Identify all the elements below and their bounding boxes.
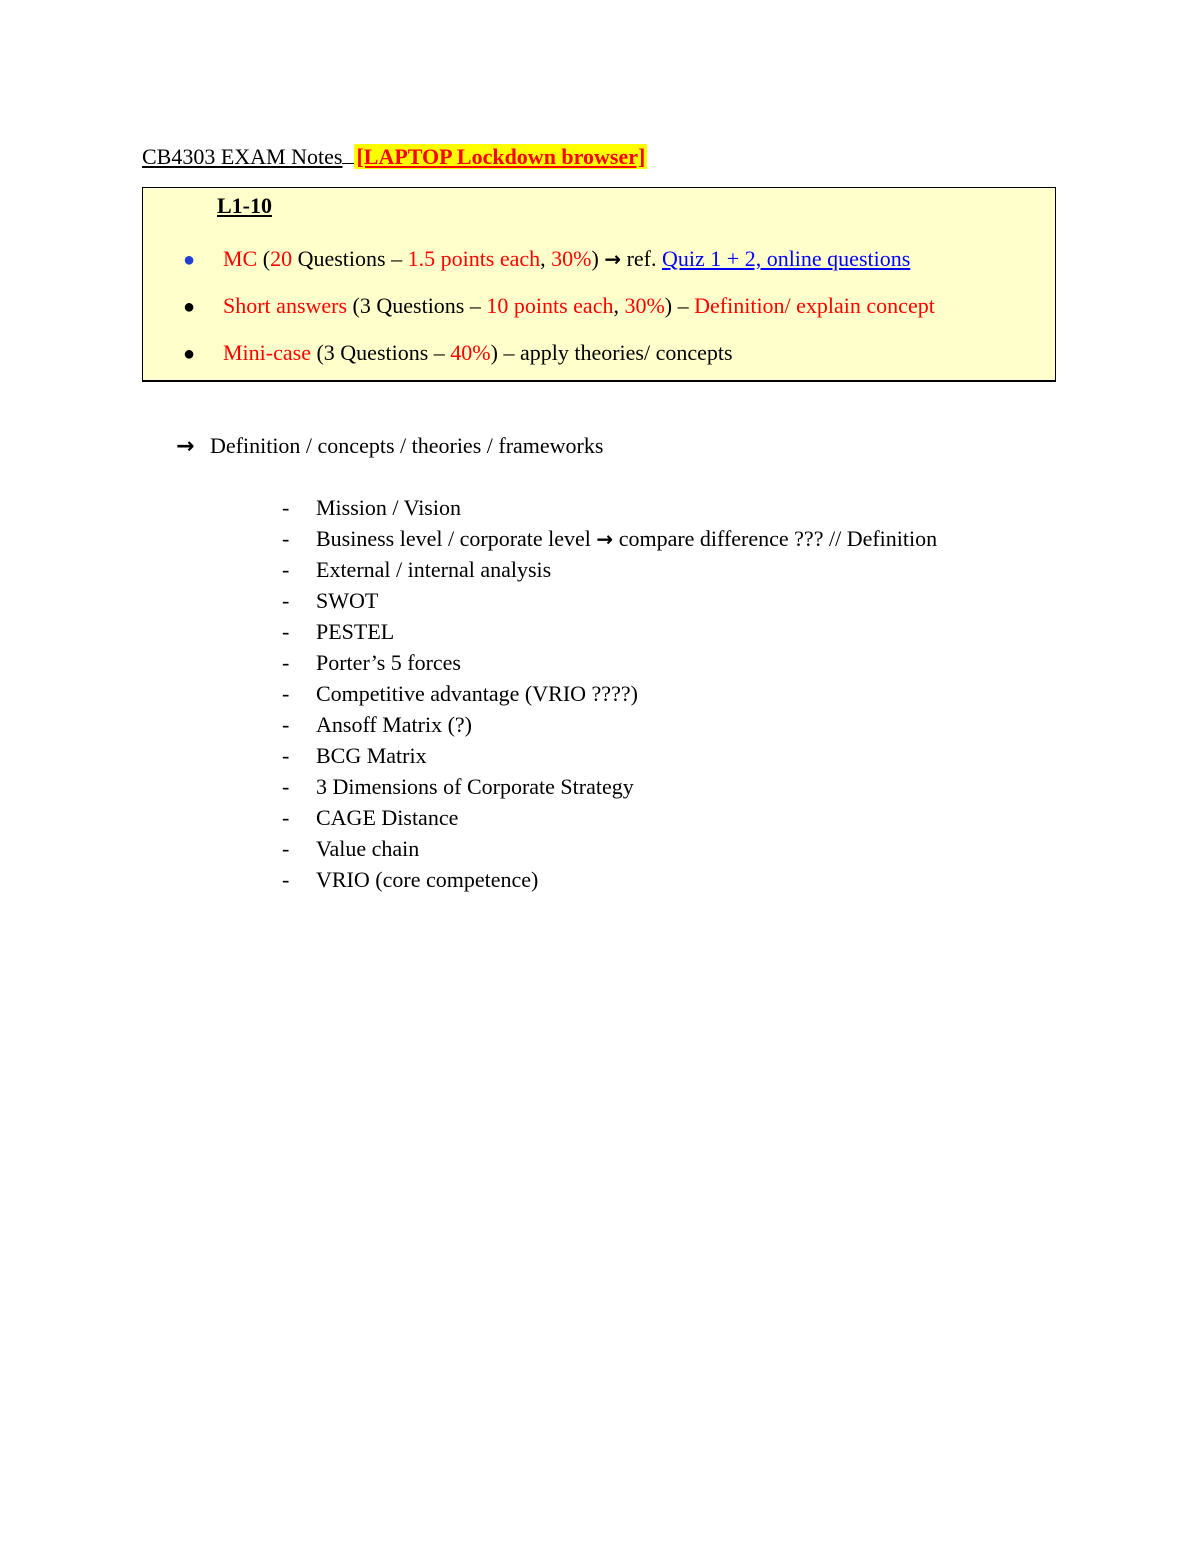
- short-answers-points: 10 points each: [486, 293, 614, 318]
- short-answers-close: ) –: [664, 293, 695, 318]
- title-gap: [342, 143, 354, 164]
- mc-ref: ref.: [621, 246, 663, 271]
- mini-case-percent: 40%: [450, 340, 491, 365]
- dash-marker: -: [282, 526, 290, 551]
- short-answers-comma: ,: [613, 293, 625, 318]
- mc-percent: 30%: [551, 246, 592, 271]
- list-item: [282, 649, 937, 680]
- dash-marker: -: [282, 867, 290, 892]
- short-answers-open: (3 Questions –: [347, 293, 487, 318]
- list-item: [282, 556, 937, 587]
- exam-item-mc: [183, 245, 910, 274]
- list-item-text: CAGE Distance: [316, 805, 459, 830]
- arrow-right-icon: →: [596, 527, 614, 551]
- bullet-icon: ●: [183, 343, 196, 365]
- list-item: [282, 742, 937, 773]
- list-item-text: Porter’s 5 forces: [316, 650, 461, 675]
- list-item-text: Competitive advantage (VRIO ????): [316, 681, 638, 706]
- short-answers-label: Short answers: [223, 293, 348, 318]
- short-answers-percent: 30%: [624, 293, 665, 318]
- list-item: [282, 680, 937, 711]
- list-item: [282, 618, 937, 649]
- dash-marker: -: [282, 681, 290, 706]
- exam-item-mini-case: [183, 339, 733, 368]
- dash-marker: -: [282, 836, 290, 861]
- mc-points: 1.5 points each: [407, 246, 541, 271]
- list-item: [282, 711, 937, 742]
- dash-marker: -: [282, 557, 290, 582]
- mini-case-open: (3 Questions –: [310, 340, 451, 365]
- dash-marker: -: [282, 774, 290, 799]
- quiz-link[interactable]: Quiz 1 + 2, online questions: [662, 246, 911, 271]
- list-item: [282, 866, 937, 897]
- dash-marker: -: [282, 743, 290, 768]
- list-item-text: Value chain: [316, 836, 420, 861]
- definitions-heading-text: Definition / concepts / theories / frameworks: [210, 433, 604, 458]
- mc-questions: Questions –: [292, 246, 408, 271]
- list-item: [282, 525, 937, 556]
- list-item: [282, 804, 937, 835]
- list-item-text: SWOT: [316, 588, 379, 613]
- document-title-line: [142, 143, 647, 171]
- document-title: CB4303 EXAM Notes: [142, 144, 343, 169]
- lockdown-browser-highlight: [LAPTOP Lockdown browser]: [356, 144, 646, 169]
- definitions-heading: [176, 432, 603, 461]
- arrow-right-icon: →: [604, 247, 622, 271]
- short-answers-tail: Definition/ explain concept: [694, 293, 935, 318]
- lecture-range-heading: L1-10: [217, 193, 272, 218]
- list-item: [282, 494, 937, 525]
- list-item-text: Mission / Vision: [316, 495, 461, 520]
- arrow-right-icon: →: [176, 434, 195, 459]
- dash-marker: -: [282, 712, 290, 737]
- list-item-text: Ansoff Matrix (?): [316, 712, 472, 737]
- exam-format-box: [142, 187, 1056, 382]
- list-item: [282, 835, 937, 866]
- mc-count: 20: [270, 246, 293, 271]
- bullet-icon: ●: [183, 296, 196, 318]
- dash-marker: -: [282, 650, 290, 675]
- topic-list: [282, 494, 937, 897]
- list-item-text: External / internal analysis: [316, 557, 552, 582]
- list-item: [282, 587, 937, 618]
- list-item-text: Business level / corporate level: [316, 526, 591, 551]
- exam-item-short-answers: [183, 292, 935, 321]
- list-item-text: 3 Dimensions of Corporate Strategy: [316, 774, 634, 799]
- list-item-text: BCG Matrix: [316, 743, 427, 768]
- dash-marker: -: [282, 619, 290, 644]
- dash-marker: -: [282, 495, 290, 520]
- mc-comma: ,: [540, 246, 552, 271]
- dash-marker: -: [282, 588, 290, 613]
- dash-marker: -: [282, 805, 290, 830]
- mc-close: ): [591, 246, 605, 271]
- mc-open: (: [257, 246, 271, 271]
- list-item-text: PESTEL: [316, 619, 395, 644]
- mini-case-label: Mini-case: [223, 340, 311, 365]
- bullet-icon: ●: [183, 249, 196, 271]
- mini-case-close: ) – apply theories/ concepts: [490, 340, 733, 365]
- list-item: [282, 773, 937, 804]
- list-item-text-tail: compare difference ??? // Definition: [613, 526, 938, 551]
- list-item-text: VRIO (core competence): [316, 867, 539, 892]
- mc-label: MC: [223, 246, 258, 271]
